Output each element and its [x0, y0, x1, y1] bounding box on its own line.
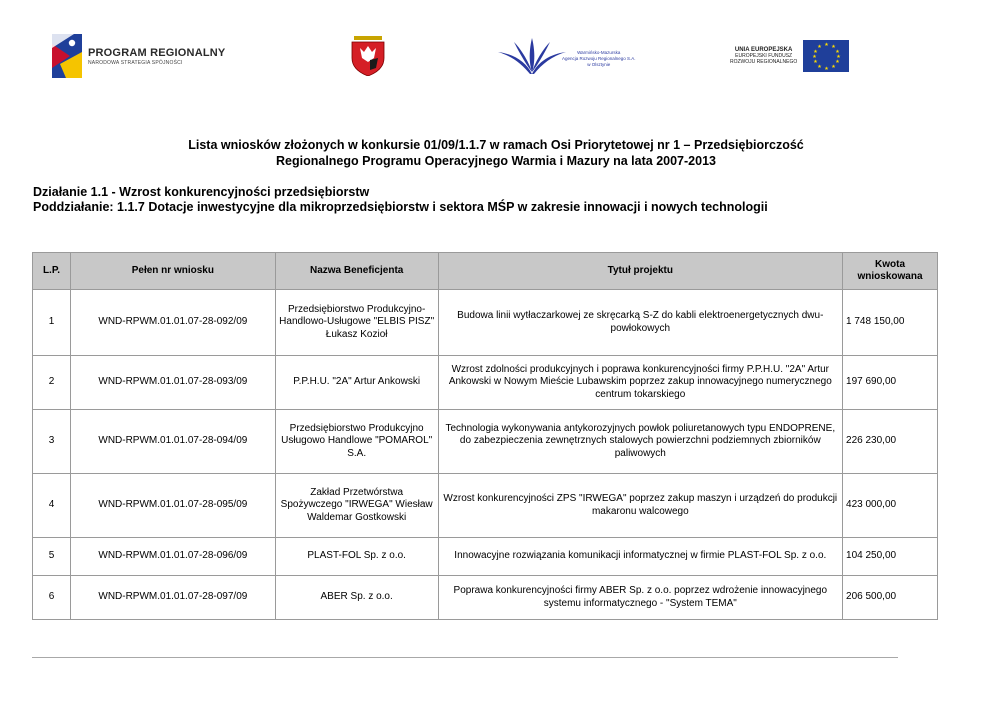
- title-line2: Regionalnego Programu Operacyjnego Warmia i Mazury na lata 2007-2013: [276, 154, 716, 168]
- eu-flag-icon: ★ ★ ★ ★ ★ ★ ★ ★ ★ ★ ★ ★: [803, 40, 849, 72]
- agency-line1: Warmińsko-Mazurska: [577, 50, 621, 55]
- cell-kwota: 423 000,00: [843, 474, 938, 538]
- program-regionalny-logo: [52, 34, 225, 78]
- cell-nr: WND-RPWM.01.01.07-28-092/09: [70, 290, 275, 356]
- cell-beneficjent: Zakład Przetwórstwa Spożywczego "IRWEGA" Wiesław Waldemar Gostkowski: [275, 474, 438, 538]
- cell-kwota: 206 500,00: [843, 576, 938, 620]
- cell-kwota: 1 748 150,00: [843, 290, 938, 356]
- agency-wings-icon: [496, 36, 568, 76]
- cell-beneficjent: Przedsiębiorstwo Produkcyjno-Handlowo-Usługowe "ELBIS PISZ" Łukasz Kozioł: [275, 290, 438, 356]
- table-row: [33, 290, 938, 356]
- cell-lp: 6: [33, 576, 71, 620]
- nss-emblem-icon: [52, 34, 82, 78]
- cell-tytul: Wzrost zdolności produkcyjnych i poprawa konkurencyjności firmy P.P.H.U. "2A" Artur Ankowski w Nowym Mieście Lubawskim poprzez zakup innowacyjnego numerycznego centrum tokarskiego: [438, 356, 842, 410]
- program-subtitle: NARODOWA STRATEGIA SPÓJNOŚCI: [88, 59, 183, 66]
- cell-nr: WND-RPWM.01.01.07-28-095/09: [70, 474, 275, 538]
- cell-kwota: 197 690,00: [843, 356, 938, 410]
- eu-line2: EUROPEJSKI FUNDUSZ: [735, 53, 793, 59]
- cell-kwota: 104 250,00: [843, 538, 938, 576]
- cell-lp: 1: [33, 290, 71, 356]
- cell-lp: 4: [33, 474, 71, 538]
- cell-tytul: Wzrost konkurencyjności ZPS "IRWEGA" poprzez zakup maszyn i urządzeń do produkcji makaronu walcowego: [438, 474, 842, 538]
- applications-table: [32, 252, 938, 620]
- table-row: [33, 538, 938, 576]
- document-title: [0, 137, 992, 169]
- table-row: [33, 356, 938, 410]
- header-nr: Pełen nr wniosku: [70, 253, 275, 290]
- eu-line3: ROZWOJU REGIONALNEGO: [730, 59, 798, 65]
- eu-line1: UNIA EUROPEJSKA: [734, 47, 793, 53]
- header-beneficjent: Nazwa Beneficjenta: [275, 253, 438, 290]
- cell-tytul: Poprawa konkurencyjności firmy ABER Sp. z o.o. poprzez wdrożenie innowacyjnego systemu informatycznego - "System TEMA": [438, 576, 842, 620]
- agency-line3: w Olsztynie: [587, 62, 611, 67]
- cell-nr: WND-RPWM.01.01.07-28-094/09: [70, 410, 275, 474]
- cell-beneficjent: P.P.H.U. "2A" Artur Ankowski: [275, 356, 438, 410]
- action-line2: Poddziałanie: 1.1.7 Dotacje inwestycyjne dla mikroprzedsiębiorstw i sektora MŚP w zakresie innowacji i nowych technologii: [33, 200, 768, 214]
- cell-nr: WND-RPWM.01.01.07-28-096/09: [70, 538, 275, 576]
- cell-tytul: Budowa linii wytłaczarkowej ze skręcarką S-Z do kabli elektroenergetycznych dwu-powłokowych: [438, 290, 842, 356]
- header-tytul: Tytuł projektu: [438, 253, 842, 290]
- cell-nr: WND-RPWM.01.01.07-28-093/09: [70, 356, 275, 410]
- agency-line2: Agencja Rozwoju Regionalnego S.A.: [562, 56, 636, 61]
- table-row: [33, 410, 938, 474]
- warminsko-mazurska-agency-logo: [496, 36, 636, 76]
- cell-kwota: 226 230,00: [843, 410, 938, 474]
- action-heading: [33, 185, 768, 215]
- header-lp: L.P.: [33, 253, 71, 290]
- cell-beneficjent: PLAST-FOL Sp. z o.o.: [275, 538, 438, 576]
- cell-lp: 5: [33, 538, 71, 576]
- table-row: [33, 474, 938, 538]
- table-header-row: [33, 253, 938, 290]
- table-row: [33, 576, 938, 620]
- cell-beneficjent: Przedsiębiorstwo Produkcyjno Usługowo Handlowe "POMAROL" S.A.: [275, 410, 438, 474]
- footer-divider: [32, 657, 898, 658]
- eu-logo: [730, 40, 849, 72]
- cell-beneficjent: ABER Sp. z o.o.: [275, 576, 438, 620]
- cell-nr: WND-RPWM.01.01.07-28-097/09: [70, 576, 275, 620]
- title-line1: Lista wniosków złożonych w konkursie 01/09/1.1.7 w ramach Osi Priorytetowej nr 1 – Przedsiębiorczość: [188, 138, 804, 152]
- header-kwota: Kwota wnioskowana: [843, 253, 938, 290]
- logo-bar: [0, 30, 992, 90]
- warmia-mazury-coat-of-arms-icon: [350, 36, 386, 76]
- cell-lp: 2: [33, 356, 71, 410]
- action-line1: Działanie 1.1 - Wzrost konkurencyjności przedsiębiorstw: [33, 185, 370, 199]
- cell-tytul: Technologia wykonywania antykorozyjnych powłok poliuretanowych typu ENDOPRENE, do zabezpieczenia zewnętrznych stalowych powierzchni podziemnych zbiorników paliwowych: [438, 410, 842, 474]
- program-title: PROGRAM REGIONALNY: [88, 46, 226, 59]
- cell-lp: 3: [33, 410, 71, 474]
- cell-tytul: Innowacyjne rozwiązania komunikacji informatycznej w firmie PLAST-FOL Sp. z o.o.: [438, 538, 842, 576]
